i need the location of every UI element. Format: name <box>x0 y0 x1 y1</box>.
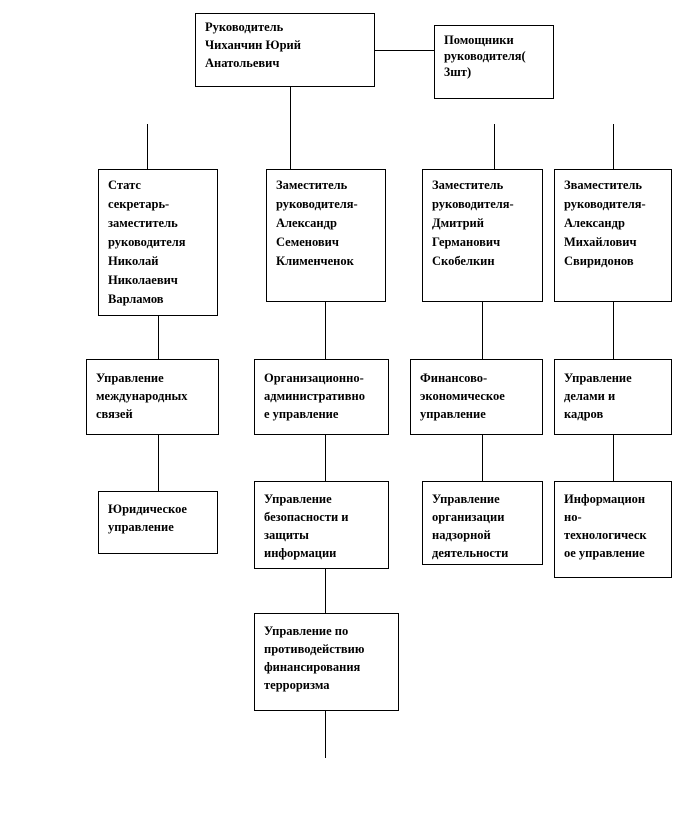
deputy-box-4: Зваместитель руководителя- Александр Михайлович Свиридонов <box>554 169 672 302</box>
connector-col3-b <box>482 434 483 482</box>
connector-col2-a <box>325 301 326 360</box>
connector-col3-a <box>482 301 483 360</box>
deputy-box-2: Заместитель руководителя- Александр Семенович Клименченок <box>266 169 386 302</box>
connector-deputy3-up <box>494 124 495 170</box>
dept-supervisory: Управление организации надзорной деятельности <box>422 481 543 565</box>
deputy-box-3: Заместитель руководителя- Дмитрий Германович Скобелкин <box>422 169 543 302</box>
dept-legal: Юридическое управление <box>98 491 218 554</box>
connector-col1-b <box>158 434 159 492</box>
connector-head-down <box>290 86 291 170</box>
dept-counter-terrorism-financing: Управление по противодействию финансирования терроризма <box>254 613 399 711</box>
connector-col4-a <box>613 301 614 360</box>
dept-org-admin: Организационно- административно е управление <box>254 359 389 435</box>
assistants-box: Помощники руководителя( 3шт) <box>434 25 554 99</box>
connector-col2-c <box>325 568 326 614</box>
connector-deputy4-up <box>613 124 614 170</box>
connector-col4-b <box>613 434 614 482</box>
dept-it: Информацион но- технологическ ое управление <box>554 481 672 578</box>
connector-col2-b <box>325 434 326 482</box>
dept-international-relations: Управление международных связей <box>86 359 219 435</box>
dept-finance-economic: Финансово- экономическое управление <box>410 359 543 435</box>
head-box: Руководитель Чиханчин Юрий Анатольевич <box>195 13 375 87</box>
dept-affairs-personnel: Управление делами и кадров <box>554 359 672 435</box>
connector-col1-a <box>158 315 159 360</box>
dept-security: Управление безопасности и защиты информации <box>254 481 389 569</box>
deputy-box-1: Статс секретарь- заместитель руководителя Николай Николаевич Варламов <box>98 169 218 316</box>
connector-col2-d <box>325 710 326 758</box>
connector-deputy1-up <box>147 124 148 170</box>
connector-head-assistants <box>374 50 435 51</box>
